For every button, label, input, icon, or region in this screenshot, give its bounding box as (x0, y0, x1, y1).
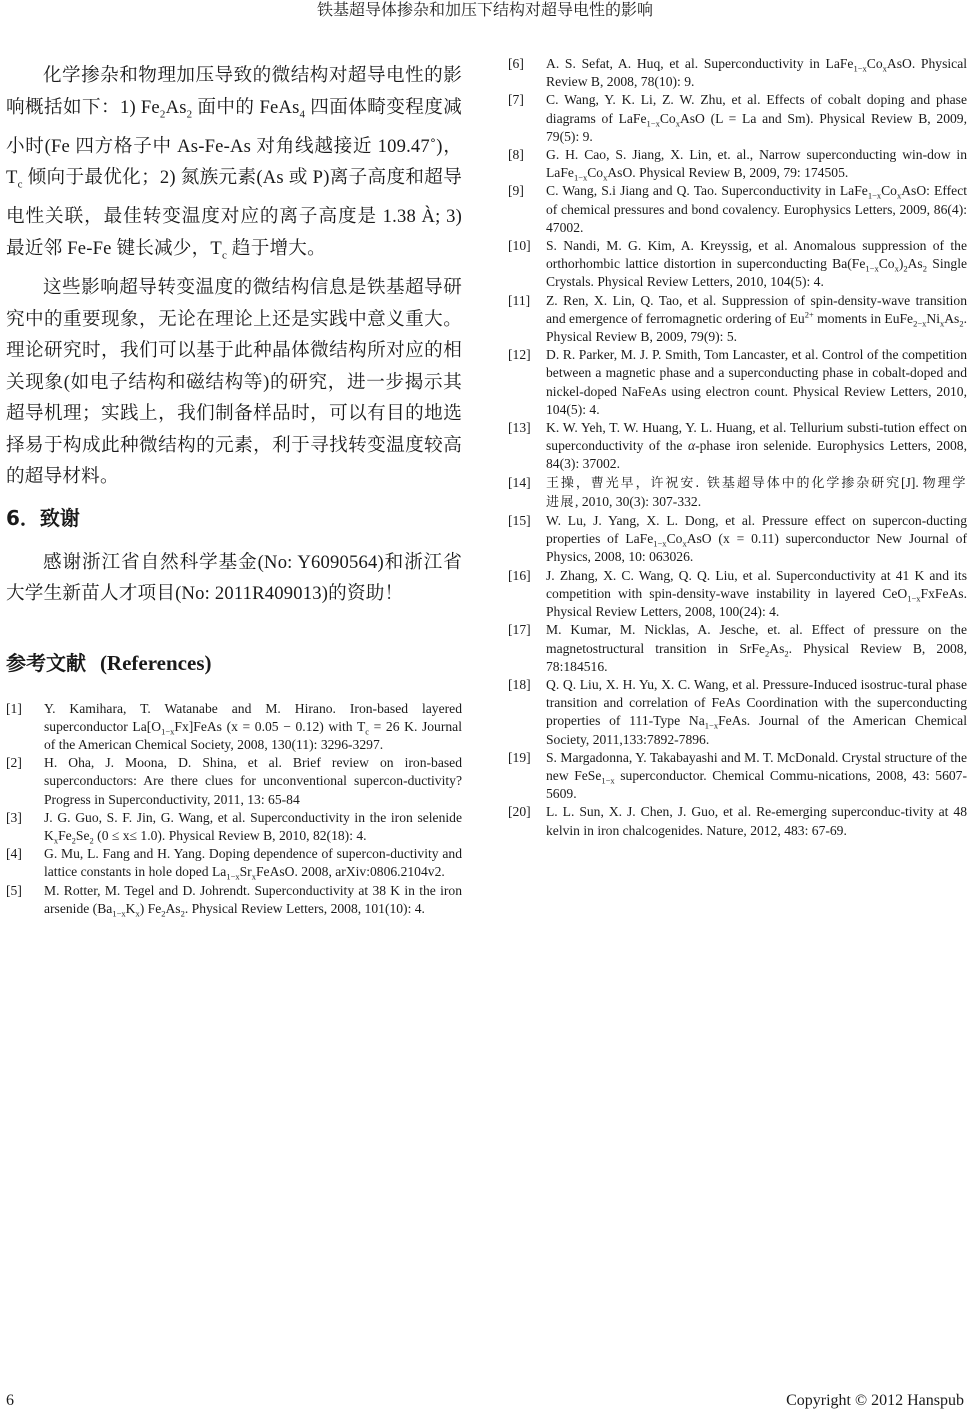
text-run: C. Wang, Y. K. Li, Z. W. Zhu, et al. Effects of cobalt doping and phase diagrams of LaFe (546, 92, 967, 126)
subscript: 2−x (913, 318, 927, 329)
reference-number: [8] (508, 147, 524, 163)
text-run: (0 ≤ x≤ 1.0). Physical Review B, 2010, 82(18): 4. (93, 828, 367, 844)
reference-text (546, 292, 967, 347)
reference-item (508, 146, 967, 182)
significance-paragraph: 这些影响超导转变温度的微结构信息是铁基超导研究中的重要现象，无论在理论上还是实践中意义重大。理论研究时，我们可以基于此种晶体微结构所对应的相关现象(如电子结构和磁结构等)的研究，进一步揭示其超导机理；实践上，我们制备样品时，可以有目的地选择易于构成此种微结构的元素，利于寻找转变温度较高的超导材料。 (6, 277, 462, 488)
subscript: 1−x (853, 63, 867, 74)
subscript: c (365, 726, 370, 737)
text-run: G. Mu, L. Fang and H. Yang. Doping dependence of supercon-ductivity and lattice constants in hole doped La (44, 846, 462, 880)
text-run: Single Crystals. Physical Review Letters, 2010, 104(5): 4. (546, 256, 967, 290)
text-run: Co (866, 56, 883, 71)
reference-text (546, 419, 967, 474)
text-run: AsO (x = 0.11) superconductor New Journal of Physics, 2008, 10: 063026. (546, 531, 967, 565)
subscript: x (682, 539, 687, 549)
text-run: . Physical Review B, 2008, 78:184516. (546, 640, 967, 674)
text-run: Y. Kamihara, T. Watanabe and M. Hirano. Iron-based layered superconductor La[O (44, 700, 462, 734)
reference-number: [18] (508, 676, 531, 692)
subscript: x (894, 263, 899, 274)
reference-text (546, 749, 967, 804)
subscript: 1−x (867, 191, 882, 202)
reference-text (546, 91, 967, 146)
subscript: 1−x (601, 775, 615, 786)
page-number: 6 (6, 1392, 14, 1409)
reference-number: [20] (508, 804, 531, 820)
subscript: 1−x (161, 726, 175, 737)
subscript: 2 (922, 263, 927, 274)
reference-item (6, 882, 462, 918)
reference-number: [16] (508, 567, 531, 583)
reference-item (6, 754, 462, 809)
text-run: Co (666, 531, 683, 547)
text-run: G. H. Cao, S. Jiang, X. Lin, et. al., Narrow superconducting win-dow in LaFe (546, 147, 967, 181)
reference-text (546, 237, 967, 292)
reference-text (546, 512, 967, 567)
subscript: 1−x (226, 872, 240, 883)
subscript: x (882, 63, 887, 74)
text-run: Se (75, 828, 90, 844)
text-run: 四面体畸变程度减小时(Fe 四方格子中 As-Fe-As 对角线越接近 109.47˚)，T (6, 96, 463, 189)
reference-item (508, 55, 967, 91)
reference-number: [3] (6, 809, 22, 825)
text-run: AsO: Effect of chemical pressures and bond covalency. Europhysics Letters, 2009, 86(4): 47002. (546, 183, 968, 235)
subscript: 1−x (653, 539, 667, 549)
reference-text (44, 754, 462, 809)
section-heading-acknowledgement: 6．致谢 (6, 505, 80, 530)
subscript: 1−x (865, 263, 879, 274)
reference-list-right (508, 55, 967, 840)
text-run: , 2010, 30(3): 307-332. (575, 493, 702, 509)
italic-symbol: α (687, 438, 696, 454)
summary-paragraph (6, 60, 462, 272)
reference-text (546, 474, 967, 512)
text-run: Co (587, 165, 604, 181)
reference-item (508, 237, 967, 292)
subscript: 1−x (907, 593, 921, 604)
text-run: [J]. (901, 474, 923, 490)
subscript: 2 (161, 908, 166, 919)
subscript: 4 (299, 108, 306, 121)
text-run: Co (659, 110, 676, 126)
reference-item (508, 91, 967, 146)
subscript: x (675, 118, 680, 129)
text-run: Z. Ren, X. Lin, Q. Tao, et al. Suppression of spin-density-wave transition and emergence of ferromagnetic ordering of Eu (546, 292, 967, 326)
subscript: c (17, 178, 23, 191)
text-run: C. Wang, S.i Jiang and Q. Tao. Superconductivity in LaFe (546, 183, 868, 199)
text-run: = 26 K. Journal of the American Chemical Society, 2008, 130(11): 3296-3297. (44, 718, 462, 753)
reference-item (508, 621, 967, 676)
reference-number: [9] (508, 183, 524, 199)
reference-item (508, 803, 967, 839)
acknowledgement-paragraph: 感谢浙江省自然科学基金(No: Y6090564)和浙江省大学生新苗人才项目(No: 2011R409013)的资助！ (6, 551, 462, 605)
reference-text (546, 567, 967, 622)
text-run: -phase iron selenide. Europhysics Letters, 2008, 84(3): 37002. (546, 438, 967, 472)
reference-text (546, 182, 967, 237)
reference-number: [15] (508, 513, 531, 529)
text-run: 倾向于最优化；2) 氮族元素(As 或 P)离子高度和超导电性关联，最佳转变温度对应的离子高度是 1.38 À; 3) 最近邻 Fe-Fe 键长减少，T (6, 167, 462, 259)
text-run: S. Nandi, M. G. Kim, A. Kreyssig, et al. Anomalous suppression of the orthorhombic lattice distortion in superconducting Ba(Fe (546, 238, 967, 272)
text-run: J. Zhang, X. C. Wang, Q. Q. Liu, et al. Superconductivity at 41 K and its competition with spin-density-wave instability in layered CeO (546, 567, 967, 601)
reference-text (546, 676, 967, 749)
running-title: 铁基超导体掺杂和加压下结构对超导电性的影响 (316, 2, 653, 19)
right-column (508, 55, 967, 840)
reference-text (546, 146, 967, 182)
reference-item (508, 512, 967, 567)
text-run: 化学掺杂和物理加压导致的微结构对超导电性的影响概括如下：1) Fe (6, 65, 462, 118)
subscript: x (939, 318, 945, 329)
subscript: 2 (159, 108, 166, 121)
reference-text (44, 700, 462, 755)
reference-text (546, 803, 967, 839)
text-run: superconductor. Chemical Commu-nications, 2008, 43: 5607-5609. (546, 767, 967, 802)
subscript: 2 (959, 318, 964, 329)
reference-number: [13] (508, 420, 531, 436)
subscript: x (251, 872, 256, 883)
text-run: As (907, 256, 923, 272)
superscript: 2+ (804, 309, 814, 320)
chinese-text: 物理学进展 (546, 475, 967, 510)
reference-number: [7] (508, 92, 524, 108)
reference-item (508, 567, 967, 622)
subscript: x (603, 172, 608, 183)
subscript: 1−x (573, 172, 588, 183)
reference-number: [1] (6, 700, 22, 716)
references-heading-cn: 参考文献 (6, 650, 86, 675)
subscript: 1−x (112, 908, 126, 919)
text-run: 趋于增大。 (227, 237, 326, 259)
reference-item (508, 749, 967, 804)
reference-text (546, 621, 967, 676)
text-run: 面中的 FeAs (192, 96, 300, 118)
subscript: 1−x (704, 721, 719, 732)
left-column (6, 60, 462, 918)
subscript: 2 (186, 108, 193, 121)
reference-text (44, 882, 462, 918)
reference-text (44, 845, 462, 881)
chinese-text: 王操，曹光早，许祝安. 铁基超导体中的化学掺杂研究 (546, 475, 902, 491)
text-run: . Physical Review Letters, 2008, 101(10): 4. (184, 900, 425, 916)
copyright-notice: Copyright © 2012 Hanspub (786, 1392, 964, 1409)
reference-item (508, 182, 967, 237)
subscript: 2 (784, 648, 789, 659)
subscript: c (221, 249, 228, 262)
reference-number: [10] (508, 238, 531, 254)
subscript: x (135, 908, 140, 919)
text-run: ) Fe (139, 900, 162, 916)
text-run: . Physical Review B, 2009, 79(9): 5. (546, 310, 967, 345)
text-run: M. Kumar, M. Nicklas, A. Jesche, et. al. Effect of pressure on the magnetostructural transition in SrFe (546, 622, 967, 656)
text-run: M. Rotter, M. Tegel and D. Johrendt. Superconductivity at 38 K in the iron arsenide (Ba (44, 882, 462, 916)
reference-item (508, 346, 967, 419)
text-run: W. Lu, J. Yang, X. L. Dong, et al. Pressure effect on supercon-ducting properties of LaFe (546, 513, 967, 547)
reference-item (508, 292, 967, 347)
subscript: x (53, 835, 59, 846)
references-heading-en: (References) (99, 650, 212, 675)
text-run: K. W. Yeh, T. W. Huang, Y. L. Huang, et al. Tellurium substi-tution effect on superconductivity of the (546, 420, 967, 454)
text-run: K (125, 900, 136, 916)
reference-text (44, 809, 462, 845)
text-run: H. Oha, J. Moona, D. Shina, et al. Brief review on iron-based superconductors: Are there clues for unconventional supercon-ductivity? Progress in Superconductivity, 2011, 13: 65-84 (44, 755, 462, 807)
reference-text (546, 346, 967, 419)
reference-list-left (6, 700, 462, 918)
reference-item (6, 700, 462, 755)
text-run: AsO. Physical Review B, 2008, 78(10): 9. (546, 56, 967, 90)
subscript: 2 (765, 648, 770, 659)
text-run: FeAsO. 2008, arXiv:0806.2104v2. (255, 864, 445, 880)
reference-number: [19] (508, 749, 531, 765)
text-run: Fe (58, 828, 72, 844)
text-run: Co (881, 183, 897, 199)
text-run: D. R. Parker, M. J. P. Smith, Tom Lancaster, et al. Control of the competition between a magnetic phase and a superconducting phase in cobalt-doped and nickel-doped NaFeAs using electron count. Physical Review Letters, 2010, 104(5): 4. (546, 347, 967, 417)
text-run: FeAs. Journal of the American Chemical Society, 2011,133:7892-7896. (546, 713, 967, 747)
reference-number: [14] (508, 474, 531, 490)
subscript: 1−x (646, 118, 660, 129)
reference-item (508, 419, 967, 474)
reference-number: [11] (508, 292, 531, 308)
text-run: As (769, 640, 785, 656)
subscript: 2 (180, 908, 185, 919)
text-run: Ni (926, 310, 940, 326)
text-run: As (165, 900, 181, 916)
reference-text (546, 55, 967, 91)
text-run: Co (878, 256, 895, 272)
reference-item (6, 845, 462, 881)
text-run: FxFeAs. Physical Review Letters, 2008, 100(24): 4. (546, 585, 967, 620)
reference-number: [6] (508, 56, 524, 71)
references-heading (6, 648, 462, 678)
subscript: 2 (71, 835, 76, 846)
subscript: x (896, 191, 902, 202)
text-run: As (944, 310, 960, 326)
reference-number: [12] (508, 347, 531, 363)
text-run: J. G. Guo, S. F. Jin, G. Wang, et al. Superconductivity in the iron selenide K (44, 809, 462, 844)
reference-number: [4] (6, 846, 22, 862)
text-run: Fx]FeAs (x = 0.05 − 0.12) with T (174, 718, 366, 734)
reference-number: [5] (6, 882, 22, 898)
reference-item (6, 809, 462, 845)
text-run: moments in EuFe (813, 310, 914, 326)
text-run: L. L. Sun, X. J. Chen, J. Guo, et al. Re-emerging superconduc-tivity at 48 kelvin in iron chalcogenides. Nature, 2012, 483: 67-69. (546, 804, 967, 838)
subscript: 2 (903, 263, 908, 274)
text-run: ) (898, 256, 904, 272)
reference-item (508, 474, 967, 512)
text-run: Q. Q. Liu, X. H. Yu, X. C. Wang, et al. Pressure-Induced isostruc-tural phase transition and correlation of FeAs Coordination with the superconducting properties of 111-Type Na (546, 676, 967, 729)
reference-number: [17] (508, 622, 531, 638)
text-run: As (165, 96, 187, 118)
reference-item (508, 676, 967, 749)
reference-number: [2] (6, 755, 22, 771)
subscript: 2 (89, 835, 94, 846)
text-run: A. S. Sefat, A. Huq, et al. Superconductivity in LaFe (546, 56, 854, 71)
text-run: AsO. Physical Review B, 2009, 79: 174505. (607, 165, 849, 181)
text-run: AsO (L = La and Sm). Physical Review B, 2009, 79(5): 9. (546, 110, 967, 144)
text-run: Sr (239, 864, 252, 880)
text-run: S. Margadonna, Y. Takabayashi and M. T. McDonald. Crystal structure of the new FeSe (546, 749, 967, 783)
